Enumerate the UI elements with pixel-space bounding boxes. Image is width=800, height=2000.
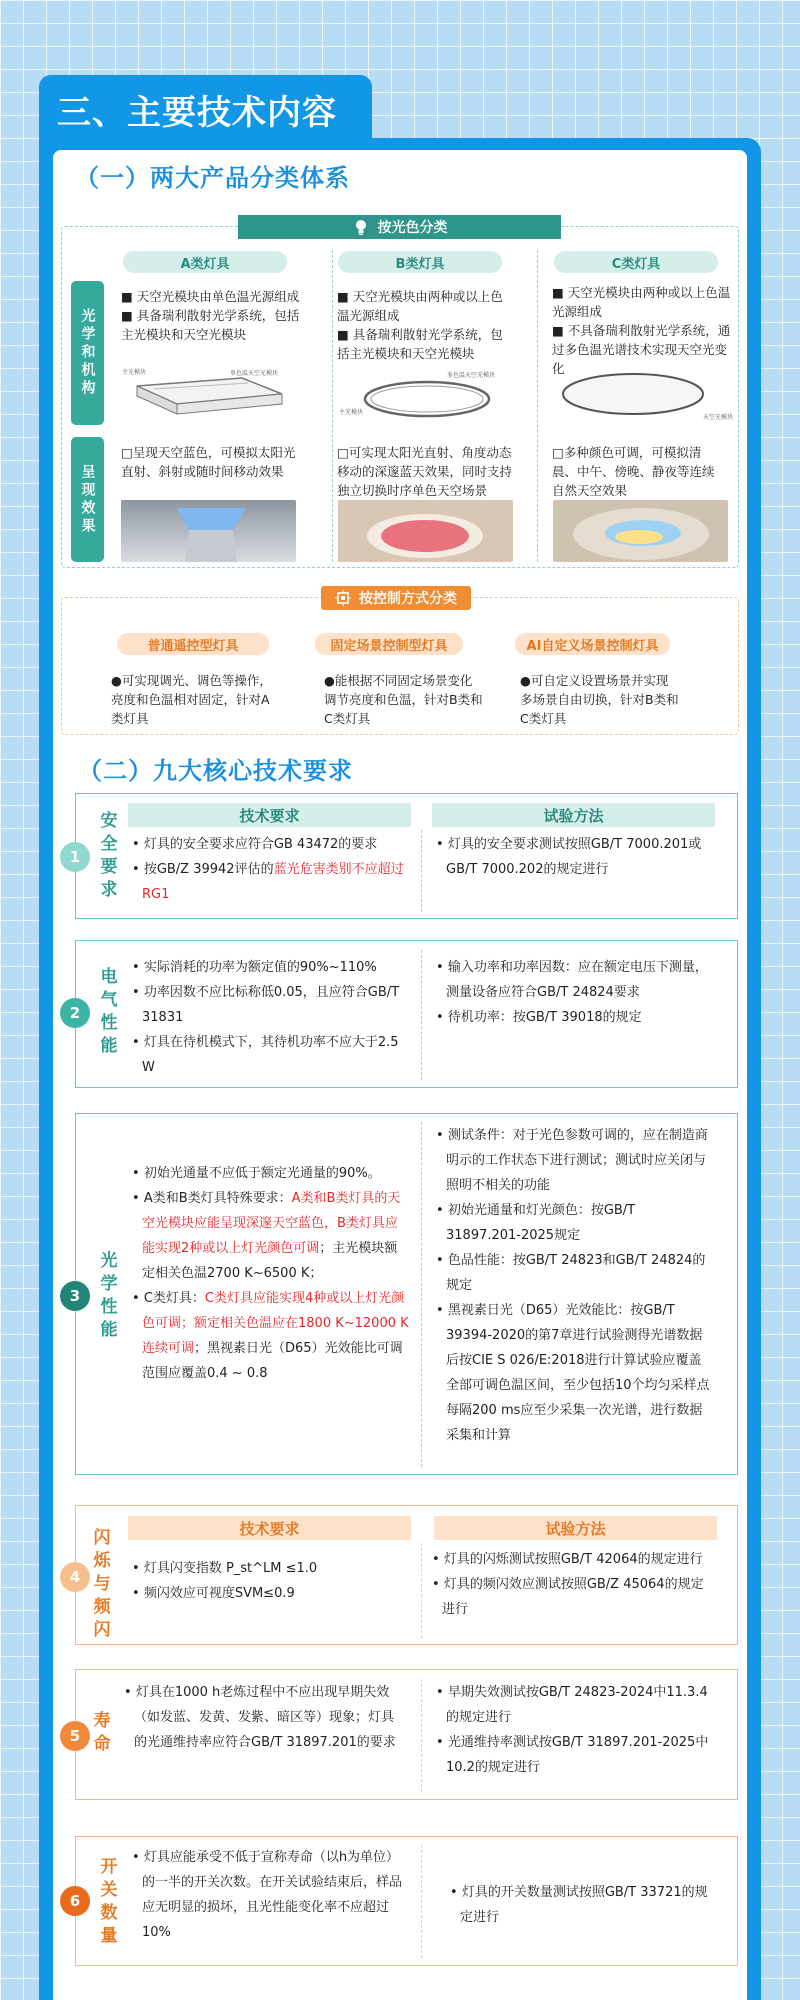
test-item: • 灯具的开关数量测试按照GB/T 33721的规定进行 [450, 1885, 708, 1925]
test-item: • 待机功率：按GB/T 39018的规定 [436, 1010, 642, 1025]
test-column-header: 试验方法 [434, 1516, 717, 1540]
tech-item: • 灯具的安全要求应符合GB 43472的要求 [132, 837, 378, 852]
tech-item: • 功率因数不应比标称低0.05，且应符合GB/T 31831 [132, 985, 400, 1025]
number-badge: 5 [60, 1721, 90, 1751]
class-b-structure-item: ■ 天空光模块由两种或以上色温光源组成 [337, 289, 503, 323]
test-item: • 光通维持率测试按GB/T 31897.201-2025中10.2的规定进行 [436, 1735, 709, 1775]
row-label-structure: 光学和机构 [71, 281, 104, 425]
column-divider [421, 1543, 422, 1638]
test-item: • 早期失效测试按GB/T 24823-2024中11.3.4的规定进行 [436, 1685, 708, 1725]
tech-item: • 灯具在待机模式下，其待机功率不应大于2.5 W [132, 1035, 399, 1075]
tech-list [132, 832, 405, 907]
number-badge: 6 [60, 1886, 90, 1916]
test-list [436, 955, 711, 1030]
page-title: 三、主要技术内容 [39, 75, 372, 143]
control-pill-remote: 普通遥控型灯具 [117, 633, 269, 655]
test-list [436, 1123, 711, 1448]
control-class-banner [321, 586, 471, 610]
column-divider [421, 950, 422, 1080]
tech-list [132, 1845, 404, 1945]
test-item: • 初始光通量和灯光颜色：按GB/T 31897.201-2025规定 [436, 1203, 636, 1243]
test-item: • 灯具的闪烁测试按照GB/T 42064的规定进行 [432, 1552, 703, 1567]
tech-column-header: 技术要求 [128, 1516, 411, 1540]
tech-list [132, 1556, 404, 1606]
diagram-label: 多色温天空光模块 [447, 372, 496, 379]
class-a-structure-item: ■ 天空光模块由单色温光源组成 [121, 289, 300, 304]
diagram-label: 主光模块 [339, 409, 364, 416]
class-a-effect: □呈现天空蓝色，可模拟太阳光直射、斜射或随时间移动效果 [121, 445, 296, 479]
control-class-banner-label: 按控制方式分类 [359, 591, 457, 607]
class-b-diagram [337, 364, 517, 429]
tech-item: • 灯具在1000 h老炼过程中不应出现早期失效（如发蓝、发黄、发紫、暗区等）现象；灯具的光通维持率应符合GB/T 31897.201的要求 [124, 1685, 396, 1750]
column-divider [332, 250, 333, 562]
diagram-label: 天空光模块 [703, 414, 734, 421]
test-column-header: 试验方法 [432, 803, 715, 827]
tech-item: • 实际消耗的功率为额定值的90%~110% [132, 960, 377, 975]
class-a-structure-item: ■ 具备瑞利散射光学系统，包括主光模块和天空光模块 [121, 308, 300, 342]
tech-item: • 灯具闪变指数 P_st^LM ≤1.0 [132, 1561, 318, 1576]
control-desc-ai-scene: ●可自定义设置场景并实现多场景自由切换，针对B类和C类灯具 [520, 673, 679, 726]
test-item: • 测试条件：对于光色参数可调的，应在制造商明示的工作状态下进行测试；测试时应关闭与照明不相关的功能 [436, 1128, 708, 1193]
column-divider [537, 250, 538, 562]
control-desc-fixed-scene: ●能根据不同固定场景变化调节亮度和色温，针对B类和C类灯具 [324, 673, 483, 726]
class-a-structure [121, 287, 301, 344]
requirement-title: 安全要求 [100, 811, 118, 900]
test-list [436, 832, 711, 882]
test-list [436, 1680, 716, 1780]
class-c-effect: □多种颜色可调，可模拟清晨、中午、傍晚、静夜等连续自然天空效果 [552, 445, 715, 498]
test-item: • 黑视素日光（D65）光效能比：按GB/T 39394-2020的第7章进行试验测得光谱数据后按CIE S 026/E:2018进行计算试验应覆盖全部可调色温区间，至少包括10个均匀采样点每隔200 ms应至少采集一次光谱，进行数据采集和计算 [436, 1303, 710, 1443]
section2-title: （二）九大核心技术要求 [78, 757, 353, 785]
test-item: • 色品性能：按GB/T 24823和GB/T 24824的规定 [436, 1253, 706, 1293]
class-c-structure-item: ■ 不具备瑞利散射光学系统，通过多色温光谱技术实现天空光变化 [552, 323, 731, 376]
tech-list [132, 1161, 410, 1386]
class-b-structure-item: ■ 具备瑞利散射光学系统，包括主光模块和天空光模块 [337, 327, 503, 361]
class-c-pill: C类灯具 [554, 251, 718, 273]
color-class-banner [238, 215, 561, 239]
tech-item: • 灯具应能承受不低于宣称寿命（以h为单位）的一半的开关次数。在开关试验结束后，样品应无明显的损坏，且光性能变化率不应超过10% [132, 1850, 403, 1940]
requirement-title: 开关数量 [100, 1857, 118, 1946]
requirement-title: 光学性能 [100, 1251, 118, 1340]
control-pill-ai-scene: AI自定义场景控制灯具 [515, 633, 670, 655]
test-list [432, 1547, 712, 1622]
number-badge: 2 [60, 998, 90, 1028]
diagram-label: 单色温天空光模块 [230, 370, 279, 377]
column-divider [421, 1122, 422, 1467]
class-c-structure-item: ■ 天空光模块由两种或以上色温光源组成 [552, 285, 731, 319]
class-b-effect: □可实现太阳光直射、角度动态移动的深邃蓝天效果，同时支持独立切换时序单色天空场景 [337, 445, 513, 498]
tech-item: • C类灯具：C类灯具应能实现4种或以上灯光颜色可调；额定相关色温应在1800 K~12000 K连续可调；黑视素日光（D65）光效能比可调范围应覆盖0.4 ~ 0.8 [132, 1291, 409, 1381]
class-c-photo [553, 500, 728, 562]
class-b-photo [338, 500, 513, 562]
color-class-banner-label: 按光色分类 [377, 220, 448, 236]
test-list [450, 1880, 720, 1930]
lightbulb-icon [352, 218, 370, 236]
requirement-title: 寿命 [93, 1711, 111, 1754]
tech-item: • 初始光通量不应低于额定光通量的90%。 [132, 1166, 381, 1181]
tech-item: • 按GB/Z 39942评估的蓝光危害类别不应超过RG1 [132, 862, 404, 902]
tech-item: • 频闪效应可视度SVM≤0.9 [132, 1586, 295, 1601]
column-divider [421, 830, 422, 912]
number-badge: 1 [60, 842, 90, 872]
class-a-diagram [122, 364, 302, 429]
class-c-diagram [555, 364, 735, 429]
class-b-pill: B类灯具 [338, 251, 502, 273]
control-desc-remote: ●可实现调光、调色等操作，亮度和色温相对固定，针对A类灯具 [111, 673, 272, 726]
number-badge: 4 [60, 1562, 90, 1592]
tech-list [132, 955, 404, 1080]
column-divider [421, 1845, 422, 1958]
tech-column-header: 技术要求 [128, 803, 411, 827]
row-label-effect: 呈现效果 [71, 437, 104, 562]
requirement-title: 电气性能 [100, 967, 118, 1056]
test-item: • 输入功率和功率因数：应在额定电压下测量，测量设备应符合GB/T 24824要求 [436, 960, 708, 1000]
column-divider [421, 1679, 422, 1792]
diagram-label: 主光模块 [122, 369, 147, 376]
requirement-title: 闪烁与频闪 [93, 1528, 111, 1640]
tech-item: • A类和B类灯具特殊要求：A类和B类灯具的天空光模块应能呈现深邃天空蓝色，B类灯具应能实现2种或以上灯光颜色可调；主光模块额定相关色温2700 K~6500 K； [132, 1191, 401, 1281]
control-pill-fixed-scene: 固定场景控制型灯具 [315, 633, 463, 655]
tech-list [124, 1680, 406, 1755]
chip-icon [335, 590, 351, 606]
class-b-structure [337, 287, 509, 363]
test-item: • 灯具的频闪效应测试按照GB/Z 45064的规定进行 [432, 1577, 704, 1617]
class-a-photo [121, 500, 296, 562]
section1-title: （一）两大产品分类体系 [75, 164, 350, 192]
test-item: • 灯具的安全要求测试按照GB/T 7000.201或GB/T 7000.202的规定进行 [436, 837, 702, 877]
class-a-pill: A类灯具 [123, 251, 287, 273]
number-badge: 3 [60, 1281, 90, 1311]
